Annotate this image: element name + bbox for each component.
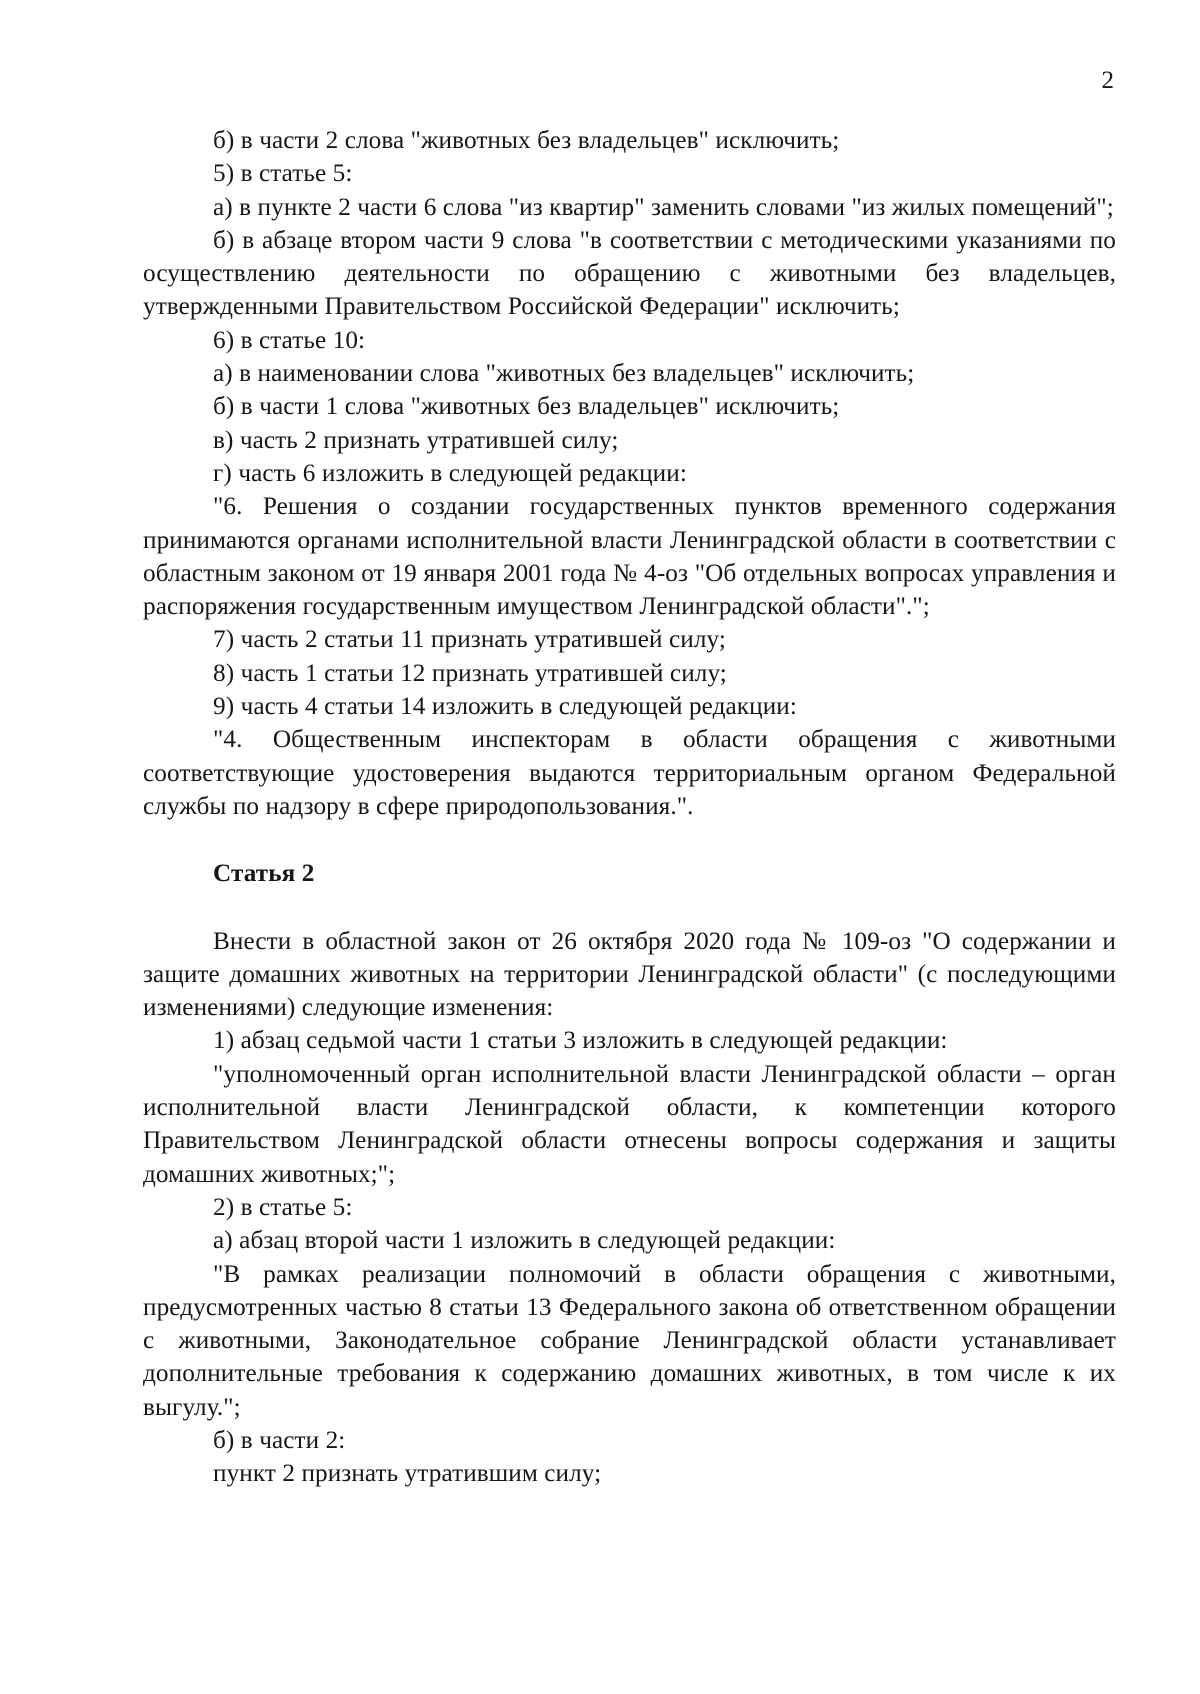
paragraph: б) в части 1 слова "животных без владельцев" исключить;	[213, 393, 840, 421]
paragraph: б) в части 2:	[213, 1426, 346, 1454]
paragraph: "6. Решения о создании государственных пунктов временного содержания принимаются органами исполнительной власти Ленинградской области в соответствии с областным законом от 19 января 2001 года № 4-оз "Об отдельных вопросах управления и распоряжения государственным имуществом Ленинградской области".";	[143, 493, 1116, 621]
paragraph: пункт 2 признать утратившим силу;	[213, 1460, 602, 1488]
paragraph: "уполномоченный орган исполнительной власти Ленинградской области – орган исполнительной власти Ленинградской области, к компетенции которого Правительством Ленинградской области отнесены вопросы содержания и защиты домашних животных;";	[143, 1060, 1116, 1188]
paragraph: 8) часть 1 статьи 12 признать утратившей силу;	[213, 659, 727, 687]
page-number: 2	[1101, 67, 1114, 94]
paragraph: в) часть 2 признать утратившей силу;	[213, 426, 619, 454]
paragraph: 2) в статье 5:	[213, 1193, 353, 1221]
paragraph: г) часть 6 изложить в следующей редакции:	[213, 459, 687, 487]
paragraph: 1) абзац седьмой части 1 статьи 3 изложить в следующей редакции:	[213, 1027, 948, 1055]
paragraph: 7) часть 2 статьи 11 признать утратившей силу;	[213, 626, 726, 654]
paragraph: б) в части 2 слова "животных без владельцев" исключить;	[213, 127, 840, 154]
paragraph: "4. Общественным инспекторам в области обращения с животными соответствующие удостоверения выдаются территориальным органом Федеральной службы по надзору в сфере природопользования.".	[143, 726, 1116, 820]
paragraph: а) в пункте 2 части 6 слова "из квартир" заменить словами "из жилых помещений";	[213, 193, 1114, 221]
paragraph: 9) часть 4 статьи 14 изложить в следующей редакции:	[213, 693, 797, 721]
paragraph: "В рамках реализации полномочий в области обращения с животными, предусмотренных частью 8 статьи 13 Федерального закона об ответственном обращении с животными, Законодательное собрание Ленинградской области устанавливает дополнительные требования к содержанию домашних животных, в том числе к их выгулу.";	[143, 1260, 1116, 1421]
document-body	[143, 124, 1116, 1491]
paragraph: 5) в статье 5:	[213, 160, 353, 188]
paragraph: а) в наименовании слова "животных без владельцев" исключить;	[213, 360, 915, 388]
article-heading: Статья 2	[213, 860, 315, 888]
paragraph: 6) в статье 10:	[213, 326, 366, 354]
paragraph: Внести в областной закон от 26 октября 2020 года № 109-оз "О содержании и защите домашних животных на территории Ленинградской области" (с последующими изменениями) следующие изменения:	[143, 927, 1116, 1022]
paragraph: а) абзац второй части 1 изложить в следующей редакции:	[213, 1227, 836, 1255]
paragraph: б) в абзаце втором части 9 слова "в соответствии с методическими указаниями по осуществлению деятельности по обращению с животными без владельцев, утвержденными Правительством Российской Федерации" исключить;	[143, 226, 1116, 321]
